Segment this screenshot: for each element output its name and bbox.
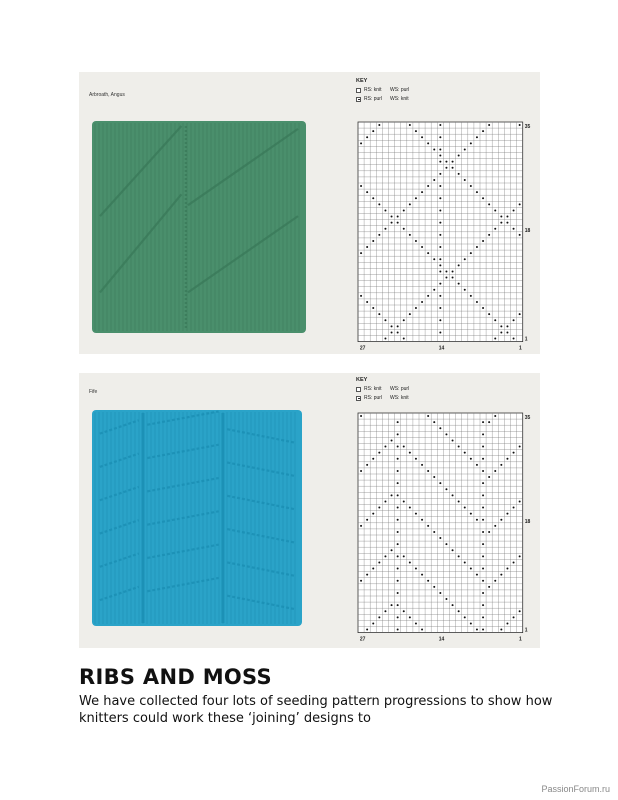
chart-row-label: 35	[524, 415, 531, 422]
empty-square-icon	[356, 88, 361, 93]
swatch-panel-fife	[79, 373, 540, 648]
chart-row-label: 1	[524, 336, 528, 343]
swatch-caption: Fife	[89, 389, 98, 395]
knitted-swatch-photo	[89, 407, 305, 629]
stitch-chart	[356, 411, 536, 643]
key-row-purl	[356, 96, 409, 102]
swatch-image	[89, 407, 305, 629]
knitted-swatch-photo	[89, 118, 309, 336]
chart-row-label: 18	[524, 518, 531, 525]
key-ws-label: WS: knit	[390, 96, 409, 102]
article-body: We have collected four lots of seeding pattern progressions to show how knitters could work these ‘joining’ designs to	[79, 694, 553, 726]
empty-square-icon	[356, 387, 361, 392]
dot-square-icon	[356, 396, 361, 401]
chart-key	[356, 78, 409, 102]
key-rs-label: RS: knit	[364, 386, 382, 392]
chart-column-label: 14	[438, 345, 445, 352]
chart-column-label: 27	[359, 345, 366, 352]
chart-column-label: 14	[438, 636, 445, 643]
key-row-knit	[356, 87, 409, 93]
key-row-knit	[356, 386, 409, 392]
chart-row-label: 18	[524, 227, 531, 234]
key-row-purl	[356, 395, 409, 401]
site-watermark: PassionForum.ru	[541, 784, 610, 794]
chart-row-label: 1	[524, 627, 528, 634]
chart-column-label: 1	[519, 636, 522, 643]
chart-column-label: 27	[359, 636, 366, 643]
key-ws-label: WS: knit	[390, 395, 409, 401]
swatch-caption: Arbroath, Angus	[89, 92, 125, 98]
swatch-image	[89, 118, 309, 336]
chart-row-label: 35	[524, 124, 531, 131]
key-ws-label: WS: purl	[390, 87, 410, 93]
key-ws-label: WS: purl	[390, 386, 410, 392]
article-title: RIBS AND MOSS	[79, 665, 272, 689]
stitch-chart	[356, 120, 536, 352]
key-rs-label: RS: purl	[364, 395, 383, 401]
chart-key	[356, 377, 409, 401]
key-rs-label: RS: knit	[364, 87, 382, 93]
swatch-panel-arbroath	[79, 72, 540, 354]
key-title: KEY	[356, 377, 368, 383]
dot-square-icon	[356, 97, 361, 102]
chart-column-label: 1	[519, 345, 522, 352]
key-rs-label: RS: purl	[364, 96, 383, 102]
key-title: KEY	[356, 78, 368, 84]
